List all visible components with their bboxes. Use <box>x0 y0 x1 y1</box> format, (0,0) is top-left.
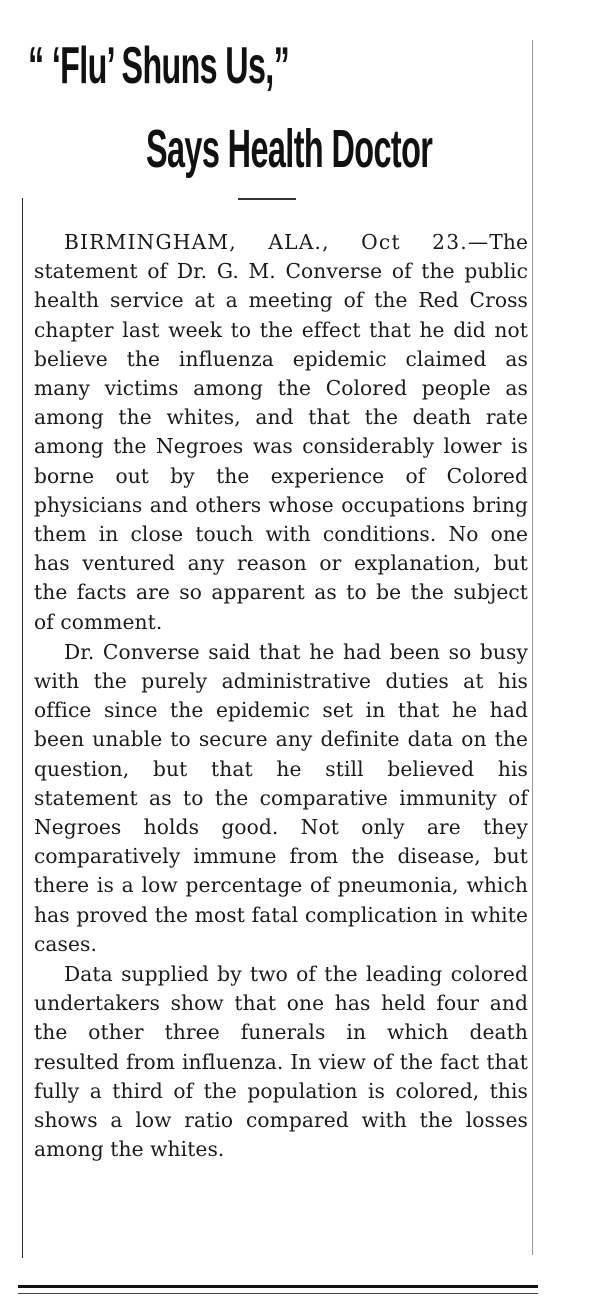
paragraph-1-text: The statement of Dr. G. M. Converse of the public health service at a meeting of the Red Cross chapter last week to the effect that he did not believe the influenza epidemic claimed as many victims among the Colored people as among the whites, and that the death rate among the Negroes was considerably lower is borne out by the experience of Colored physicians and others whose occupations bring them in close touch with conditions. No one has ventured any reason or explanation, but the facts are so apparent as to be the subject of comment. <box>34 230 528 634</box>
headline-line-1: “ ‘Flu’ Shuns Us,” <box>28 37 290 95</box>
headline-line-2: Says Health Doctor <box>146 119 433 179</box>
dateline: BIRMINGHAM, ALA., Oct 23.— <box>64 230 490 254</box>
article-body <box>34 228 528 1165</box>
column-rule-left <box>22 198 23 1258</box>
bottom-rule-thin <box>18 1293 538 1294</box>
article-paragraph-2: Dr. Converse said that he had been so busy with the purely administrative duties at his office since the epidemic set in that he had been unable to secure any definite data on the question, but that he still believed his statement as to the comparative immunity of Negroes holds good. Not only are they comparatively immune from the disease, but there is a low percentage of pneumonia, which has proved the most fatal complication in white cases. <box>34 639 528 956</box>
column-rule-right <box>532 40 533 1255</box>
bottom-rule-thick <box>18 1285 538 1288</box>
headline <box>0 0 600 190</box>
article-paragraph-1 <box>34 228 528 637</box>
headline-divider <box>238 198 296 200</box>
article-paragraph-3: Data supplied by two of the leading colored undertakers show that one has held four and the other three funerals in which death resulted from influenza. In view of the fact that fully a third of the population is colored, this shows a low ratio compared with the losses among the whites. <box>34 962 528 1162</box>
